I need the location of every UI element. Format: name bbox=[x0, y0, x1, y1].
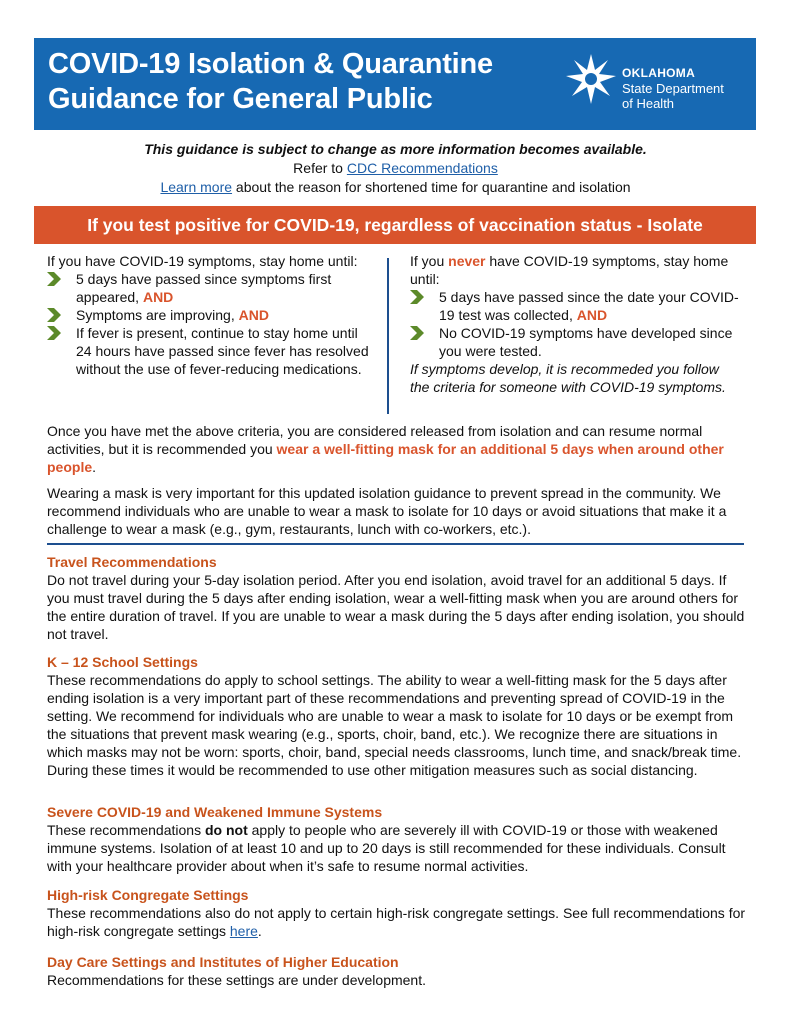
release-text: Once you have met the above criteria, you are considered released from isolation and can resume normal activities, but it is recommended you bbox=[47, 423, 703, 457]
logo-text bbox=[622, 66, 724, 111]
section-heading: High-risk Congregate Settings bbox=[47, 887, 249, 903]
section-heading: Travel Recommendations bbox=[47, 554, 217, 570]
refer-prefix: Refer to bbox=[293, 160, 347, 176]
title-line-2: Guidance for General Public bbox=[48, 83, 433, 115]
asymptomatic-column bbox=[410, 252, 740, 396]
section-body bbox=[47, 904, 747, 940]
list-item bbox=[47, 324, 377, 378]
severe-section bbox=[47, 803, 747, 875]
page-title bbox=[48, 47, 548, 117]
section-body bbox=[47, 821, 747, 875]
section-body: Do not travel during your 5-day isolation period. After you end isolation, avoid travel for an additional 5 days. If you must travel during the 5 days after ending isolation, wear a well-fitting mask when you are around others for the entire duration of travel. If you are unable to wear a mask during the 5 days after ending isolation, you should not travel. bbox=[47, 572, 745, 642]
section-heading: K – 12 School Settings bbox=[47, 654, 198, 670]
learn-suffix: about the reason for shortened time for quarantine and isolation bbox=[232, 179, 631, 195]
guidance-notice: This guidance is subject to change as more information becomes available. bbox=[144, 141, 647, 157]
oklahoma-star-logo-icon bbox=[564, 52, 618, 106]
section-body: These recommendations do apply to school settings. The ability to wear a well-fitting mask for the 5 days after ending isolation is a very important part of these recommendations and preventing spread of COVID-19 in the setting. We recommend for individuals who are unable to wear a mask to isolate for 10 days or be exempt from the situations that prevent mask wearing (e.g., sports, choir, band, etc.). We recognize there are situations in which masks may not be worn: sports, choir, band, special needs classrooms, lunch time, and snack/break time. During these times it would be recommended to use other mitigation measures such as social distancing. bbox=[47, 672, 742, 778]
refer-line bbox=[0, 159, 791, 178]
body-emph: do not bbox=[204, 822, 248, 838]
symptoms-develop-note: If symptoms develop, it is recommeded you follow the criteria for someone with COVID-19 symptoms. bbox=[410, 361, 726, 395]
symptomatic-list bbox=[47, 270, 377, 378]
chevron-right-icon bbox=[47, 326, 61, 340]
list-item-emph: AND bbox=[238, 307, 269, 323]
intro-suffix: have COVID-19 symptoms, stay home until: bbox=[410, 253, 729, 287]
logo-line-2: State Department bbox=[622, 81, 724, 96]
list-item-emph: AND bbox=[576, 307, 608, 323]
cdc-recommendations-link[interactable]: CDC Recommendations bbox=[346, 160, 498, 176]
list-item-text: 5 days have passed since the date your COVID-19 test was collected, bbox=[439, 289, 739, 323]
body-suffix: apply to people who are severely ill with COVID-19 or those with weakened immune systems. Isolation of at least 10 and up to 20 days is still recommended for these individuals. Consult with your healthcare provider about when it’s safe to resume normal activities. bbox=[47, 822, 726, 874]
list-item bbox=[47, 306, 377, 324]
list-item bbox=[410, 288, 740, 324]
section-body: Recommendations for these settings are under development. bbox=[47, 972, 426, 988]
list-item-text: If fever is present, continue to stay home until 24 hours have passed since fever has resolved without the use of fever-reducing medications. bbox=[76, 325, 369, 377]
list-item-text: 5 days have passed since symptoms first appeared, bbox=[76, 271, 332, 305]
travel-section bbox=[47, 553, 747, 643]
chevron-right-icon bbox=[47, 308, 61, 322]
title-line-1: COVID-19 Isolation & Quarantine bbox=[48, 48, 493, 80]
asymptomatic-intro bbox=[410, 252, 740, 288]
section-heading: Day Care Settings and Institutes of Higher Education bbox=[47, 954, 399, 970]
learn-line bbox=[0, 178, 791, 197]
logo-line-3: of Health bbox=[622, 96, 675, 111]
school-section bbox=[47, 653, 747, 779]
logo-line-1: OKLAHOMA bbox=[622, 66, 696, 80]
column-divider bbox=[387, 258, 389, 414]
body-end: . bbox=[257, 923, 262, 939]
mask-paragraph: Wearing a mask is very important for this updated isolation guidance to prevent spread in the community. We recommend individuals who are unable to wear a mask to isolate for 10 days or avoid situations that make it a challenge to wear a mask (e.g., gym, restaurants, lunch with co-workers, etc.). bbox=[47, 485, 727, 537]
list-item-text: No COVID-19 symptoms have developed since you were tested. bbox=[439, 325, 733, 359]
list-item bbox=[410, 324, 740, 360]
release-paragraph bbox=[47, 422, 747, 476]
chevron-right-icon bbox=[47, 272, 61, 286]
congregate-here-link[interactable]: here bbox=[229, 923, 258, 939]
asymptomatic-list bbox=[410, 288, 740, 360]
body-text: These recommendations also do not apply to certain high-risk congregate settings. See full recommendations for high-risk congregate settings bbox=[47, 905, 746, 939]
chevron-right-icon bbox=[410, 290, 424, 304]
section-heading: Severe COVID-19 and Weakened Immune Systems bbox=[47, 804, 383, 820]
list-item bbox=[47, 270, 377, 306]
learn-more-link[interactable]: Learn more bbox=[160, 179, 233, 195]
release-end: . bbox=[92, 459, 97, 475]
header-banner bbox=[34, 38, 756, 130]
intro-emph: never bbox=[448, 253, 486, 269]
body-prefix: These recommendations bbox=[47, 822, 205, 838]
congregate-section bbox=[47, 886, 747, 940]
intro-prefix: If you bbox=[410, 253, 449, 269]
list-item-emph: AND bbox=[142, 289, 174, 305]
chevron-right-icon bbox=[410, 326, 424, 340]
osdh-logo bbox=[564, 52, 754, 116]
isolate-banner: If you test positive for COVID-19, regardless of vaccination status - Isolate bbox=[34, 206, 756, 244]
intro-block bbox=[0, 140, 791, 197]
symptomatic-intro: If you have COVID-19 symptoms, stay home until: bbox=[47, 253, 358, 269]
section-divider bbox=[47, 543, 744, 545]
list-item-text: Symptoms are improving, bbox=[76, 307, 239, 323]
daycare-section bbox=[47, 953, 747, 989]
symptomatic-column bbox=[47, 252, 377, 378]
release-emph: wear a well-fitting mask for an additional 5 days when around other people bbox=[47, 441, 724, 475]
